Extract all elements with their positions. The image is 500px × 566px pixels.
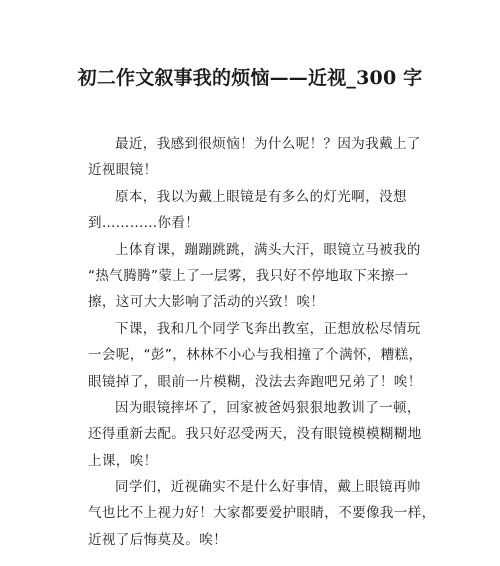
paragraph-4-line-3: 眼镜掉了，眼前一片模糊，没法去奔跑吧兄弟了！唉！: [88, 373, 422, 390]
paragraph-1-line-1: 最近，我感到很烦恼！为什么呢！？因为我戴上了: [115, 136, 421, 152]
document-title: 初二作文叙事我的烦恼——近视_300 字: [77, 67, 423, 89]
paragraph-5-line-1: 因为眼镜摔坏了，回家被爸妈狠狠地教训了一顿，: [115, 399, 421, 416]
paragraph-2-line-1: 原本，我以为戴上眼镜是有多么的灯光啊，没想: [115, 188, 407, 205]
paragraph-5-line-3: 上课，唉！: [88, 452, 158, 469]
paragraph-6-line-2: 气也比不上视力好！大家都要爱护眼睛，不要像我一样，: [88, 505, 436, 522]
paragraph-6-line-1: 同学们，近视确实不是什么好事情，戴上眼镜再帅: [115, 479, 421, 496]
paragraph-5-line-2: 还得重新去配。我只好忍受两天，没有眼镜模模糊糊地: [88, 426, 422, 443]
paragraph-3-line-2: “热气腾腾”蒙上了一层雾，我只好不停地取下来擦一: [88, 267, 409, 284]
paragraph-2-line-2: 到…………你看！: [88, 215, 200, 232]
paragraph-3-line-3: 擦，这可大大影响了活动的兴致！唉！: [88, 294, 325, 311]
paragraph-3-line-1: 上体育课，蹦蹦跳跳，满头大汗，眼镜立马被我的: [115, 241, 421, 258]
paragraph-4-line-2: 一会呢，“彭”，林林不小心与我相撞了个满怀，糟糕，: [88, 347, 423, 364]
paragraph-4-line-1: 下课，我和几个同学飞奔出教室，正想放松尽情玩: [115, 320, 421, 337]
document-body: [88, 131, 436, 553]
paragraph-1-line-2: 近视眼镜！: [88, 162, 158, 179]
paragraph-6-line-3: 近视了后悔莫及。唉！: [88, 531, 227, 548]
